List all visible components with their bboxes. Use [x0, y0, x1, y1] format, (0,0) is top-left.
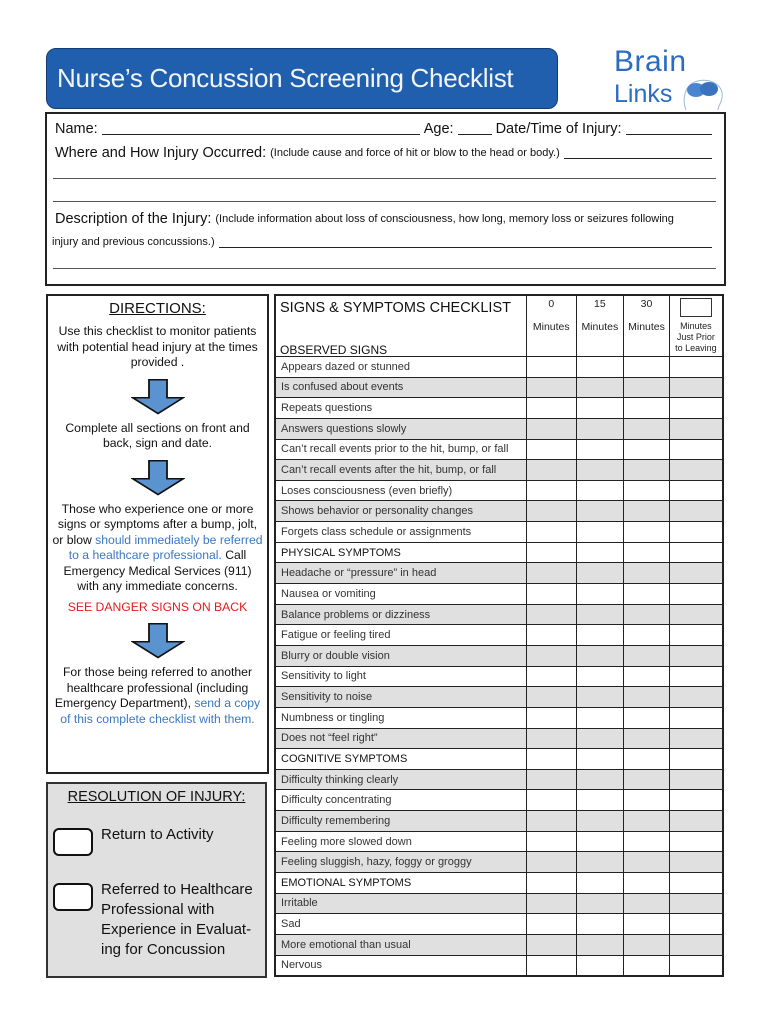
check-cell[interactable]	[526, 893, 576, 914]
symptom-row	[275, 377, 723, 398]
check-cell[interactable]	[576, 604, 624, 625]
check-cell[interactable]	[576, 377, 624, 398]
check-cell[interactable]	[669, 893, 723, 914]
step-3-text: Those who experience one or more signs or symptoms after a bump, jolt, or blow	[52, 501, 258, 547]
check-cell[interactable]	[576, 357, 624, 378]
check-cell[interactable]	[669, 707, 723, 728]
check-cell[interactable]	[624, 790, 670, 811]
check-cell[interactable]	[624, 418, 670, 439]
check-cell[interactable]	[576, 873, 624, 894]
symptom-label: Feeling sluggish, hazy, foggy or groggy	[275, 852, 526, 873]
check-cell[interactable]	[669, 480, 723, 501]
check-cell[interactable]	[576, 542, 624, 563]
check-cell[interactable]	[669, 460, 723, 481]
symptom-row	[275, 584, 723, 605]
symptom-row	[275, 501, 723, 522]
col-0-minutes	[526, 295, 576, 357]
symptom-row	[275, 790, 723, 811]
symptom-row	[275, 831, 723, 852]
down-arrow-icon	[131, 460, 185, 496]
where-hint: (Include cause and force of hit or blow to the head or body.)	[270, 147, 560, 159]
symptom-row	[275, 955, 723, 976]
col-number: 30	[640, 298, 653, 310]
check-cell[interactable]	[526, 811, 576, 832]
symptom-row	[275, 769, 723, 790]
observed-signs-heading: OBSERVED SIGNS	[280, 343, 388, 357]
symptom-label: Shows behavior or personality changes	[275, 501, 526, 522]
check-cell[interactable]	[526, 377, 576, 398]
check-cell[interactable]	[576, 852, 624, 873]
symptom-row	[275, 687, 723, 708]
section-heading: EMOTIONAL SYMPTOMS	[275, 873, 526, 894]
check-cell[interactable]	[669, 645, 723, 666]
check-cell[interactable]	[526, 460, 576, 481]
symptom-label: Fatigue or feeling tired	[275, 625, 526, 646]
referred-label-line: Experience in Evaluat-	[101, 921, 252, 938]
check-cell[interactable]	[526, 439, 576, 460]
name-field[interactable]	[102, 134, 420, 135]
check-cell[interactable]	[624, 811, 670, 832]
check-cell[interactable]	[624, 955, 670, 976]
referred-label-line: Professional with	[101, 901, 215, 918]
age-field[interactable]	[458, 134, 492, 135]
check-cell[interactable]	[526, 666, 576, 687]
check-cell[interactable]	[669, 501, 723, 522]
check-cell[interactable]	[526, 687, 576, 708]
return-to-activity-checkbox[interactable]	[53, 828, 93, 856]
check-cell[interactable]	[669, 934, 723, 955]
check-cell[interactable]	[576, 418, 624, 439]
symptom-row	[275, 398, 723, 419]
symptom-label: Answers questions slowly	[275, 418, 526, 439]
check-cell[interactable]	[526, 357, 576, 378]
check-cell[interactable]	[576, 914, 624, 935]
check-cell[interactable]	[669, 522, 723, 543]
step-3-ems: Call Emergency Medical Services (911) with any immediate concerns.	[63, 548, 252, 593]
section-header-row	[275, 542, 723, 563]
symptom-label: Blurry or double vision	[275, 645, 526, 666]
check-cell[interactable]	[576, 728, 624, 749]
where-line-3[interactable]	[53, 201, 716, 202]
check-cell[interactable]	[669, 728, 723, 749]
check-cell[interactable]	[669, 914, 723, 935]
check-cell[interactable]	[669, 955, 723, 976]
check-cell[interactable]	[526, 749, 576, 770]
check-cell[interactable]	[624, 831, 670, 852]
referred-label-line: Referred to Healthcare	[101, 881, 253, 898]
direction-step-4	[48, 665, 267, 727]
check-cell[interactable]	[576, 934, 624, 955]
col-unit: Just Prior	[676, 332, 715, 342]
date-field[interactable]	[626, 134, 712, 135]
logo-text-brain: Brain	[614, 45, 687, 78]
symptom-row	[275, 893, 723, 914]
check-cell[interactable]	[669, 769, 723, 790]
symptom-label: Nausea or vomiting	[275, 584, 526, 605]
injury-info-form	[45, 112, 726, 286]
symptom-row	[275, 852, 723, 873]
check-cell[interactable]	[624, 666, 670, 687]
direction-step-2: Complete all sections on front and back, sign and date.	[65, 420, 250, 450]
direction-step-1: Use this checklist to monitor patients with potential head injury at the times provided .	[57, 324, 258, 369]
custom-minutes-field[interactable]	[680, 298, 712, 317]
check-cell[interactable]	[576, 666, 624, 687]
directions-panel	[46, 294, 269, 774]
section-heading: COGNITIVE SYMPTOMS	[275, 749, 526, 770]
symptom-label: Is confused about events	[275, 377, 526, 398]
check-cell[interactable]	[576, 563, 624, 584]
logo-text-links: Links	[614, 80, 673, 108]
check-cell[interactable]	[624, 749, 670, 770]
symptom-row	[275, 357, 723, 378]
directions-heading: DIRECTIONS:	[109, 300, 206, 317]
check-cell[interactable]	[526, 790, 576, 811]
step-4-emphasis: send a copy of this complete checklist with them.	[60, 696, 261, 726]
symptom-row	[275, 625, 723, 646]
symptom-label: Balance problems or dizziness	[275, 604, 526, 625]
symptom-label: Sad	[275, 914, 526, 935]
date-label: Date/Time of Injury:	[495, 121, 622, 137]
section-heading: PHYSICAL SYMPTOMS	[275, 542, 526, 563]
check-cell[interactable]	[624, 769, 670, 790]
check-cell[interactable]	[526, 418, 576, 439]
symptom-label: Can’t recall events prior to the hit, bump, or fall	[275, 439, 526, 460]
check-cell[interactable]	[576, 480, 624, 501]
referred-checkbox[interactable]	[53, 883, 93, 911]
col-number: 15	[593, 298, 606, 310]
check-cell[interactable]	[526, 645, 576, 666]
symptom-label: Forgets class schedule or assignments	[275, 522, 526, 543]
step-4-text: For those being referred to another healthcare professional (including Emergency Department),	[54, 665, 253, 710]
resolution-panel	[46, 782, 267, 978]
referred-label-line: ing for Concussion	[101, 941, 226, 958]
check-cell[interactable]	[669, 418, 723, 439]
check-cell[interactable]	[526, 563, 576, 584]
check-cell[interactable]	[624, 645, 670, 666]
symptom-label: More emotional than usual	[275, 934, 526, 955]
check-cell[interactable]	[669, 666, 723, 687]
description-field[interactable]	[219, 247, 712, 248]
symptom-row	[275, 666, 723, 687]
symptom-label: Difficulty concentrating	[275, 790, 526, 811]
direction-step-3	[48, 502, 267, 595]
where-line-2[interactable]	[53, 178, 716, 179]
symptom-row	[275, 728, 723, 749]
where-field[interactable]	[564, 158, 712, 159]
check-cell[interactable]	[576, 501, 624, 522]
symptom-label: Nervous	[275, 955, 526, 976]
check-cell[interactable]	[669, 749, 723, 770]
description-hint: (Include information about loss of consciousness, how long, memory loss or seizures following	[215, 213, 674, 225]
check-cell[interactable]	[624, 542, 670, 563]
referred-label	[101, 880, 253, 960]
check-cell[interactable]	[669, 563, 723, 584]
col-unit: Minutes	[581, 321, 619, 333]
check-cell[interactable]	[624, 584, 670, 605]
check-cell[interactable]	[526, 831, 576, 852]
check-cell[interactable]	[576, 625, 624, 646]
check-cell[interactable]	[526, 501, 576, 522]
check-cell[interactable]	[526, 542, 576, 563]
check-cell[interactable]	[624, 893, 670, 914]
check-cell[interactable]	[624, 914, 670, 935]
symptom-row	[275, 811, 723, 832]
check-cell[interactable]	[526, 522, 576, 543]
col-unit: to Leaving	[675, 343, 717, 353]
symptom-label: Difficulty thinking clearly	[275, 769, 526, 790]
check-cell[interactable]	[576, 522, 624, 543]
symptom-row	[275, 604, 723, 625]
col-unit: Minutes	[628, 321, 665, 333]
check-cell[interactable]	[624, 460, 670, 481]
symptom-row	[275, 418, 723, 439]
symptom-row	[275, 645, 723, 666]
symptom-row	[275, 914, 723, 935]
description-label: Description of the Injury:	[55, 211, 212, 227]
check-cell[interactable]	[624, 522, 670, 543]
check-cell[interactable]	[526, 873, 576, 894]
check-cell[interactable]	[624, 377, 670, 398]
check-cell[interactable]	[624, 480, 670, 501]
check-cell[interactable]	[576, 790, 624, 811]
name-label: Name:	[55, 121, 98, 137]
symptom-label: Headache or “pressure” in head	[275, 563, 526, 584]
check-cell[interactable]	[576, 707, 624, 728]
symptom-label: Sensitivity to noise	[275, 687, 526, 708]
col-number: 0	[548, 298, 555, 310]
check-cell[interactable]	[669, 542, 723, 563]
symptom-row	[275, 460, 723, 481]
description-line-2[interactable]	[53, 268, 716, 269]
symptom-label: Repeats questions	[275, 398, 526, 419]
symptom-row	[275, 934, 723, 955]
page-title: Nurse’s Concussion Screening Checklist	[46, 48, 558, 109]
brain-head-icon	[680, 76, 726, 112]
check-cell[interactable]	[669, 831, 723, 852]
check-cell[interactable]	[624, 707, 670, 728]
check-cell[interactable]	[526, 625, 576, 646]
check-cell[interactable]	[576, 460, 624, 481]
col-prior-to-leaving	[669, 295, 723, 357]
brainlinks-logo	[612, 46, 727, 112]
check-cell[interactable]	[526, 398, 576, 419]
check-cell[interactable]	[526, 707, 576, 728]
check-cell[interactable]	[669, 398, 723, 419]
symptom-row	[275, 522, 723, 543]
check-cell[interactable]	[624, 563, 670, 584]
check-cell[interactable]	[669, 604, 723, 625]
check-cell[interactable]	[576, 584, 624, 605]
danger-signs-note: SEE DANGER SIGNS ON BACK	[67, 599, 248, 614]
check-cell[interactable]	[576, 955, 624, 976]
check-cell[interactable]	[576, 811, 624, 832]
down-arrow-icon	[131, 623, 185, 659]
resolution-heading: RESOLUTION OF INJURY:	[67, 789, 246, 805]
check-cell[interactable]	[624, 687, 670, 708]
section-header-row	[275, 749, 723, 770]
check-cell[interactable]	[669, 687, 723, 708]
check-cell[interactable]	[669, 790, 723, 811]
check-cell[interactable]	[624, 728, 670, 749]
section-header-row	[275, 873, 723, 894]
check-cell[interactable]	[526, 914, 576, 935]
check-cell[interactable]	[526, 955, 576, 976]
check-cell[interactable]	[669, 377, 723, 398]
check-cell[interactable]	[526, 934, 576, 955]
check-cell[interactable]	[576, 893, 624, 914]
down-arrow-icon	[131, 379, 185, 415]
description-hint-2: injury and previous concussions.)	[52, 236, 215, 248]
check-cell[interactable]	[576, 645, 624, 666]
symptom-label: Irritable	[275, 893, 526, 914]
symptom-row	[275, 480, 723, 501]
check-cell[interactable]	[669, 873, 723, 894]
symptom-label: Sensitivity to light	[275, 666, 526, 687]
age-label: Age:	[423, 121, 454, 137]
check-cell[interactable]	[624, 398, 670, 419]
check-cell[interactable]	[624, 357, 670, 378]
checklist-title: SIGNS & SYMPTOMS CHECKLIST	[280, 300, 511, 316]
check-cell[interactable]	[576, 398, 624, 419]
check-cell[interactable]	[576, 439, 624, 460]
symptom-row	[275, 707, 723, 728]
checklist-header	[275, 295, 526, 357]
check-cell[interactable]	[526, 604, 576, 625]
check-cell[interactable]	[526, 480, 576, 501]
check-cell[interactable]	[526, 584, 576, 605]
check-cell[interactable]	[669, 584, 723, 605]
symptom-label: Difficulty remembering	[275, 811, 526, 832]
symptom-label: Can’t recall events after the hit, bump, or fall	[275, 460, 526, 481]
check-cell[interactable]	[624, 439, 670, 460]
return-to-activity-label: Return to Activity	[101, 826, 214, 843]
check-cell[interactable]	[624, 604, 670, 625]
symptom-label: Does not “feel right”	[275, 728, 526, 749]
col-15-minutes	[576, 295, 624, 357]
check-cell[interactable]	[669, 811, 723, 832]
check-cell[interactable]	[624, 934, 670, 955]
check-cell[interactable]	[624, 852, 670, 873]
symptom-label: Appears dazed or stunned	[275, 357, 526, 378]
check-cell[interactable]	[669, 439, 723, 460]
col-30-minutes	[624, 295, 670, 357]
check-cell[interactable]	[576, 749, 624, 770]
where-label: Where and How Injury Occurred:	[55, 145, 267, 161]
check-cell[interactable]	[576, 769, 624, 790]
check-cell[interactable]	[669, 357, 723, 378]
col-unit: Minutes	[532, 321, 570, 333]
symptom-label: Numbness or tingling	[275, 707, 526, 728]
check-cell[interactable]	[576, 831, 624, 852]
symptom-label: Loses consciousness (even briefly)	[275, 480, 526, 501]
symptom-row	[275, 439, 723, 460]
symptom-label: Feeling more slowed down	[275, 831, 526, 852]
check-cell[interactable]	[526, 852, 576, 873]
symptoms-checklist-table	[274, 294, 724, 977]
check-cell[interactable]	[669, 852, 723, 873]
step-3-emphasis: should immediately be referred to a healthcare professional.	[68, 532, 263, 562]
check-cell[interactable]	[624, 873, 670, 894]
check-cell[interactable]	[624, 501, 670, 522]
check-cell[interactable]	[669, 625, 723, 646]
check-cell[interactable]	[526, 769, 576, 790]
col-unit: Minutes	[680, 321, 712, 331]
symptom-row	[275, 563, 723, 584]
check-cell[interactable]	[624, 625, 670, 646]
check-cell[interactable]	[526, 728, 576, 749]
check-cell[interactable]	[576, 687, 624, 708]
